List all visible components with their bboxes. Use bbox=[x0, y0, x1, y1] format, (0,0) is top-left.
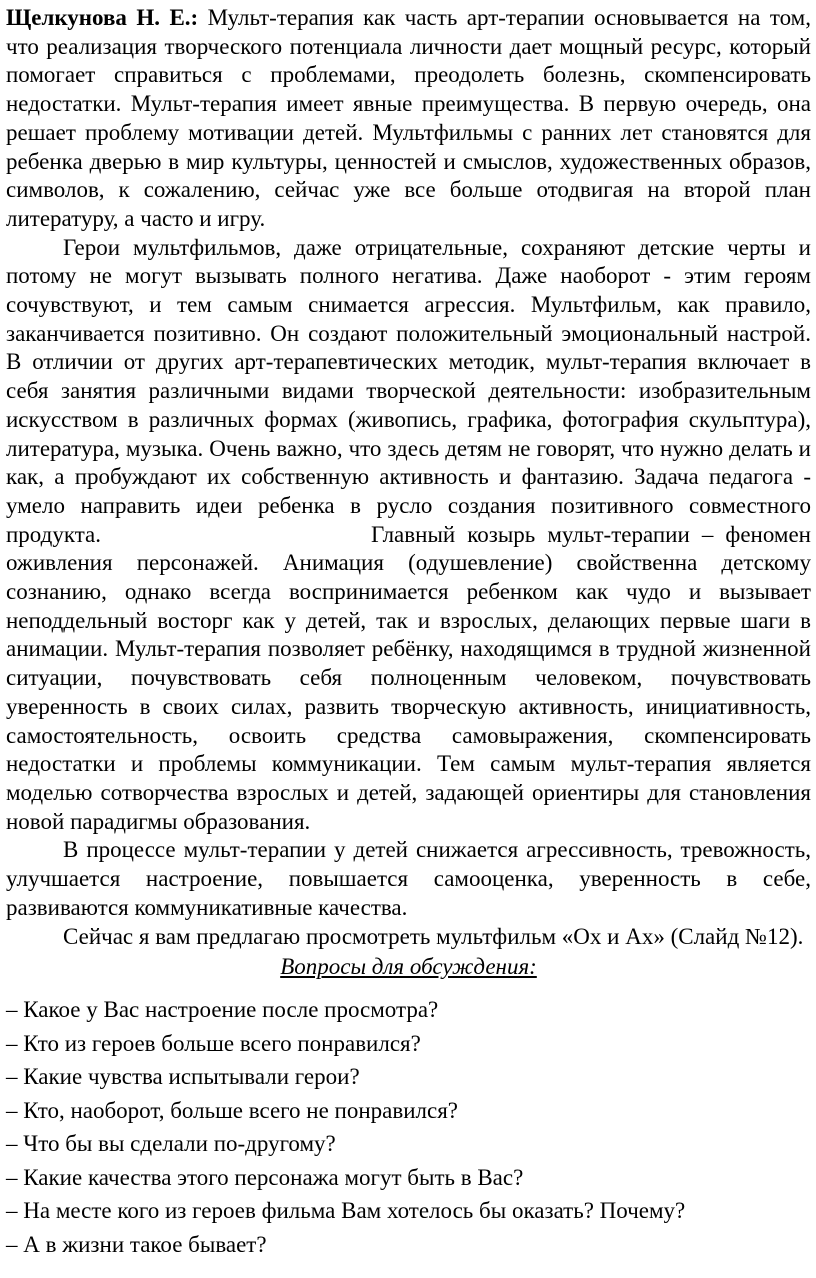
paragraph-heroes-text-a: Герои мультфильмов, даже отрицательные, сохраняют детские черты и потому не могут вызывать полного негатива. Даже наоборот - этим героям сочувствуют, и тем самым снимается агрессия. Мультфильм, как правило, заканчивается позитивно. Он создают положительный эмоциональный настрой. В отличии от других арт-терапевтических методик, мульт-терапия включает в себя занятия различными видами творческой деятельности: изобразительным искусством в различных формах (живопись, графика, фотография скульптура), литература, музыка. Очень важно, что здесь детям не говорят, что нужно делать и как, а пробуждают их собственную активность и фантазию. Задача педагога - умело направить идеи ребенка в русло создания позитивного совместного продукта. bbox=[6, 234, 811, 547]
question-item: – Кто, наоборот, больше всего не понравился? bbox=[6, 1097, 459, 1123]
question-item: – А в жизни такое бывает? bbox=[6, 1231, 267, 1257]
question-item: – Какое у Вас настроение после просмотра? bbox=[6, 997, 439, 1023]
author-name: Щелкунова Н. Е.: bbox=[6, 5, 199, 30]
question-item: – Что бы вы сделали по-другому? bbox=[6, 1131, 336, 1157]
paragraph-heroes-text-b: Главный козырь мульт-терапии – феномен оживления персонажей. Анимация (одушевление) свойственна детскому сознанию, однако всегда воспринимается ребенком как чудо и вызывает неподдельный восторг как у детей, так и взрослых, делающих первые шаги в анимации. Мульт-терапия позволяет ребёнку, находящимся в трудной жизненной ситуации, почувствовать себя полноценным человеком, почувствовать уверенность в своих силах, развить творческую активность, инициативность, самостоятельность, освоить средства самовыражения, скомпенсировать недостатки и проблемы коммуникации. Тем самым мульт-терапия является моделью сотворчества взрослых и детей, задающей ориентиры для становления новой парадигмы образования. bbox=[6, 521, 811, 834]
question-item: – Какие чувства испытывали герои? bbox=[6, 1064, 360, 1090]
document-page bbox=[6, 4, 811, 1261]
questions-list bbox=[6, 993, 811, 1261]
question-item: – Кто из героев больше всего понравился? bbox=[6, 1030, 421, 1056]
question-item: – На месте кого из героев фильма Вам хотелось бы оказать? Почему? bbox=[6, 1198, 686, 1224]
paragraph-intro bbox=[6, 4, 811, 234]
question-item: – Какие качества этого персонажа могут быть в Вас? bbox=[6, 1164, 524, 1190]
paragraph-heroes bbox=[6, 234, 811, 837]
paragraph-process: В процессе мульт-терапии у детей снижается агрессивность, тревожность, улучшается настроение, повышается самооценка, уверенность в себе, развиваются коммуникативные качества. bbox=[6, 837, 811, 920]
questions-heading: Вопросы для обсуждения: bbox=[280, 954, 537, 980]
paragraph-cartoon-offer: Сейчас я вам предлагаю просмотреть мультфильм «Ох и Ах» (Слайд №12). bbox=[63, 923, 804, 949]
paragraph-intro-text: Мульт-терапия как часть арт-терапии основывается на том, что реализация творческого потенциала личности дает мощный ресурс, который помогает справиться с проблемами, преодолеть болезнь, скомпенсировать недостатки. Мульт-терапия имеет явные преимущества. В первую очередь, она решает проблему мотивации детей. Мультфильмы с ранних лет становятся для ребенка дверью в мир культуры, ценностей и смыслов, художественных образов, символов, к сожалению, сейчас уже все больше отодвигая на второй план литературу, а часто и игру. bbox=[6, 5, 811, 231]
